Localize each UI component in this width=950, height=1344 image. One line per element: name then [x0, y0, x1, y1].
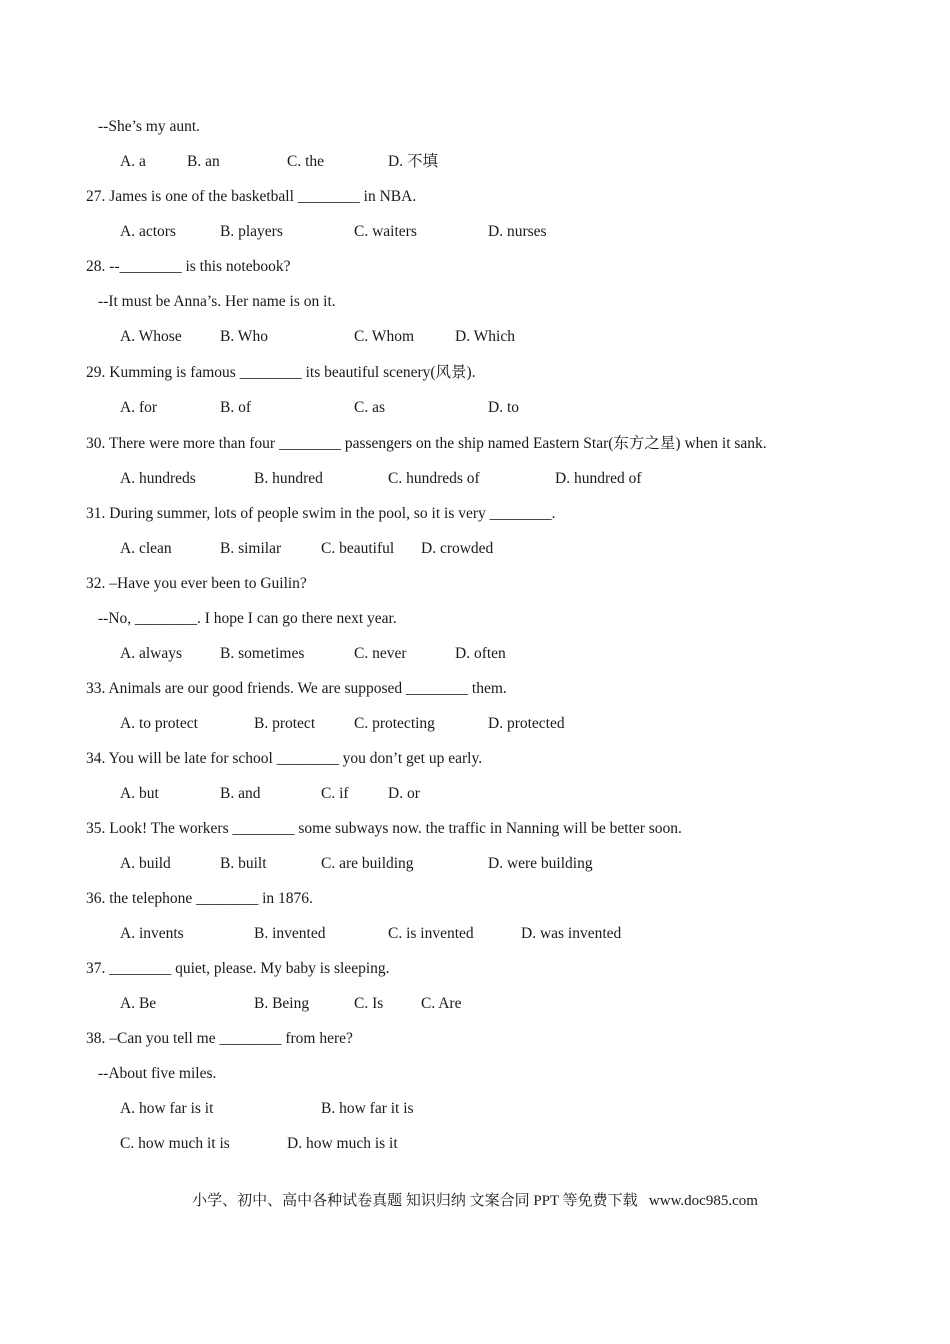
question-29: 29. Kumming is famous ________ its beautiful scenery(风景).: [86, 364, 476, 381]
option-c: C. Whom: [354, 328, 414, 345]
option-d: D. nurses: [488, 223, 547, 240]
page-footer: 小学、初中、高中各种试卷真题 知识归纳 文案合同 PPT 等免费下载 www.doc985.com: [192, 1193, 758, 1209]
option-c: C. is invented: [388, 925, 474, 942]
option-d: D. 不填: [388, 153, 438, 170]
option-d: D. how much is it: [287, 1135, 398, 1152]
question-31: 31. During summer, lots of people swim in the pool, so it is very ________.: [86, 505, 556, 522]
option-c: C. waiters: [354, 223, 417, 240]
option-a: A. to protect: [120, 715, 198, 732]
option-d: D. were building: [488, 855, 593, 872]
option-d: D. often: [455, 645, 506, 662]
question-27: 27. James is one of the basketball ________ in NBA.: [86, 188, 417, 205]
option-b: B. sometimes: [220, 645, 305, 662]
option-c: C. beautiful: [321, 540, 395, 557]
option-b: B. an: [187, 153, 220, 170]
answer-line: --She’s my aunt.: [98, 118, 201, 135]
option-c: C. the: [287, 153, 325, 170]
question-34: 34. You will be late for school ________ you don’t get up early.: [86, 750, 483, 767]
option-c: C. never: [354, 645, 407, 662]
option-d: D. hundred of: [555, 470, 642, 487]
option-d: D. was invented: [521, 925, 622, 942]
option-a: A. how far is it: [120, 1100, 214, 1117]
question-30: 30. There were more than four ________ passengers on the ship named Eastern Star(东方之星) when it sank.: [86, 435, 767, 452]
option-b: B. of: [220, 399, 251, 416]
question-33: 33. Animals are our good friends. We are supposed ________ them.: [86, 680, 507, 697]
answer-line: --It must be Anna’s. Her name is on it.: [98, 293, 336, 310]
option-a: A. clean: [120, 540, 172, 557]
option-b: B. built: [220, 855, 267, 872]
question-37: 37. ________ quiet, please. My baby is sleeping.: [86, 960, 390, 977]
option-a: A. invents: [120, 925, 184, 942]
option-d: D. crowded: [421, 540, 494, 557]
option-a: A. actors: [120, 223, 176, 240]
option-a: A. for: [120, 399, 158, 416]
option-c: C. are building: [321, 855, 414, 872]
option-b: B. and: [220, 785, 261, 802]
option-b: B. players: [220, 223, 283, 240]
option-d: D. to: [488, 399, 519, 416]
option-b: B. similar: [220, 540, 282, 557]
option-c: C. protecting: [354, 715, 435, 732]
option-b: B. protect: [254, 715, 316, 732]
option-c: C. as: [354, 399, 385, 416]
option-d: D. protected: [488, 715, 565, 732]
option-a: A. a: [120, 153, 146, 170]
question-35: 35. Look! The workers ________ some subways now. the traffic in Nanning will be better soon.: [86, 820, 682, 837]
option-c: C. if: [321, 785, 349, 802]
option-b: B. hundred: [254, 470, 323, 487]
answer-line: --About five miles.: [98, 1065, 217, 1082]
option-c: C. hundreds of: [388, 470, 480, 487]
option-a: A. Be: [120, 995, 157, 1012]
option-a: A. Whose: [120, 328, 182, 345]
question-38: 38. –Can you tell me ________ from here?: [86, 1030, 353, 1047]
question-36: 36. the telephone ________ in 1876.: [86, 890, 313, 907]
option-a: A. hundreds: [120, 470, 196, 487]
question-32: 32. –Have you ever been to Guilin?: [86, 575, 307, 592]
option-c: C. Is: [354, 995, 384, 1012]
option-a: A. but: [120, 785, 159, 802]
option-d: D. Which: [455, 328, 515, 345]
option-b: B. invented: [254, 925, 326, 942]
option-c: C. how much it is: [120, 1135, 230, 1152]
option-b: B. Who: [220, 328, 268, 345]
option-d: D. or: [388, 785, 420, 802]
option-d: C. Are: [421, 995, 462, 1012]
option-b: B. Being: [254, 995, 310, 1012]
option-a: A. always: [120, 645, 182, 662]
option-b: B. how far it is: [321, 1100, 414, 1117]
option-a: A. build: [120, 855, 171, 872]
answer-line: --No, ________. I hope I can go there next year.: [98, 610, 397, 627]
question-28: 28. --________ is this notebook?: [86, 258, 291, 275]
